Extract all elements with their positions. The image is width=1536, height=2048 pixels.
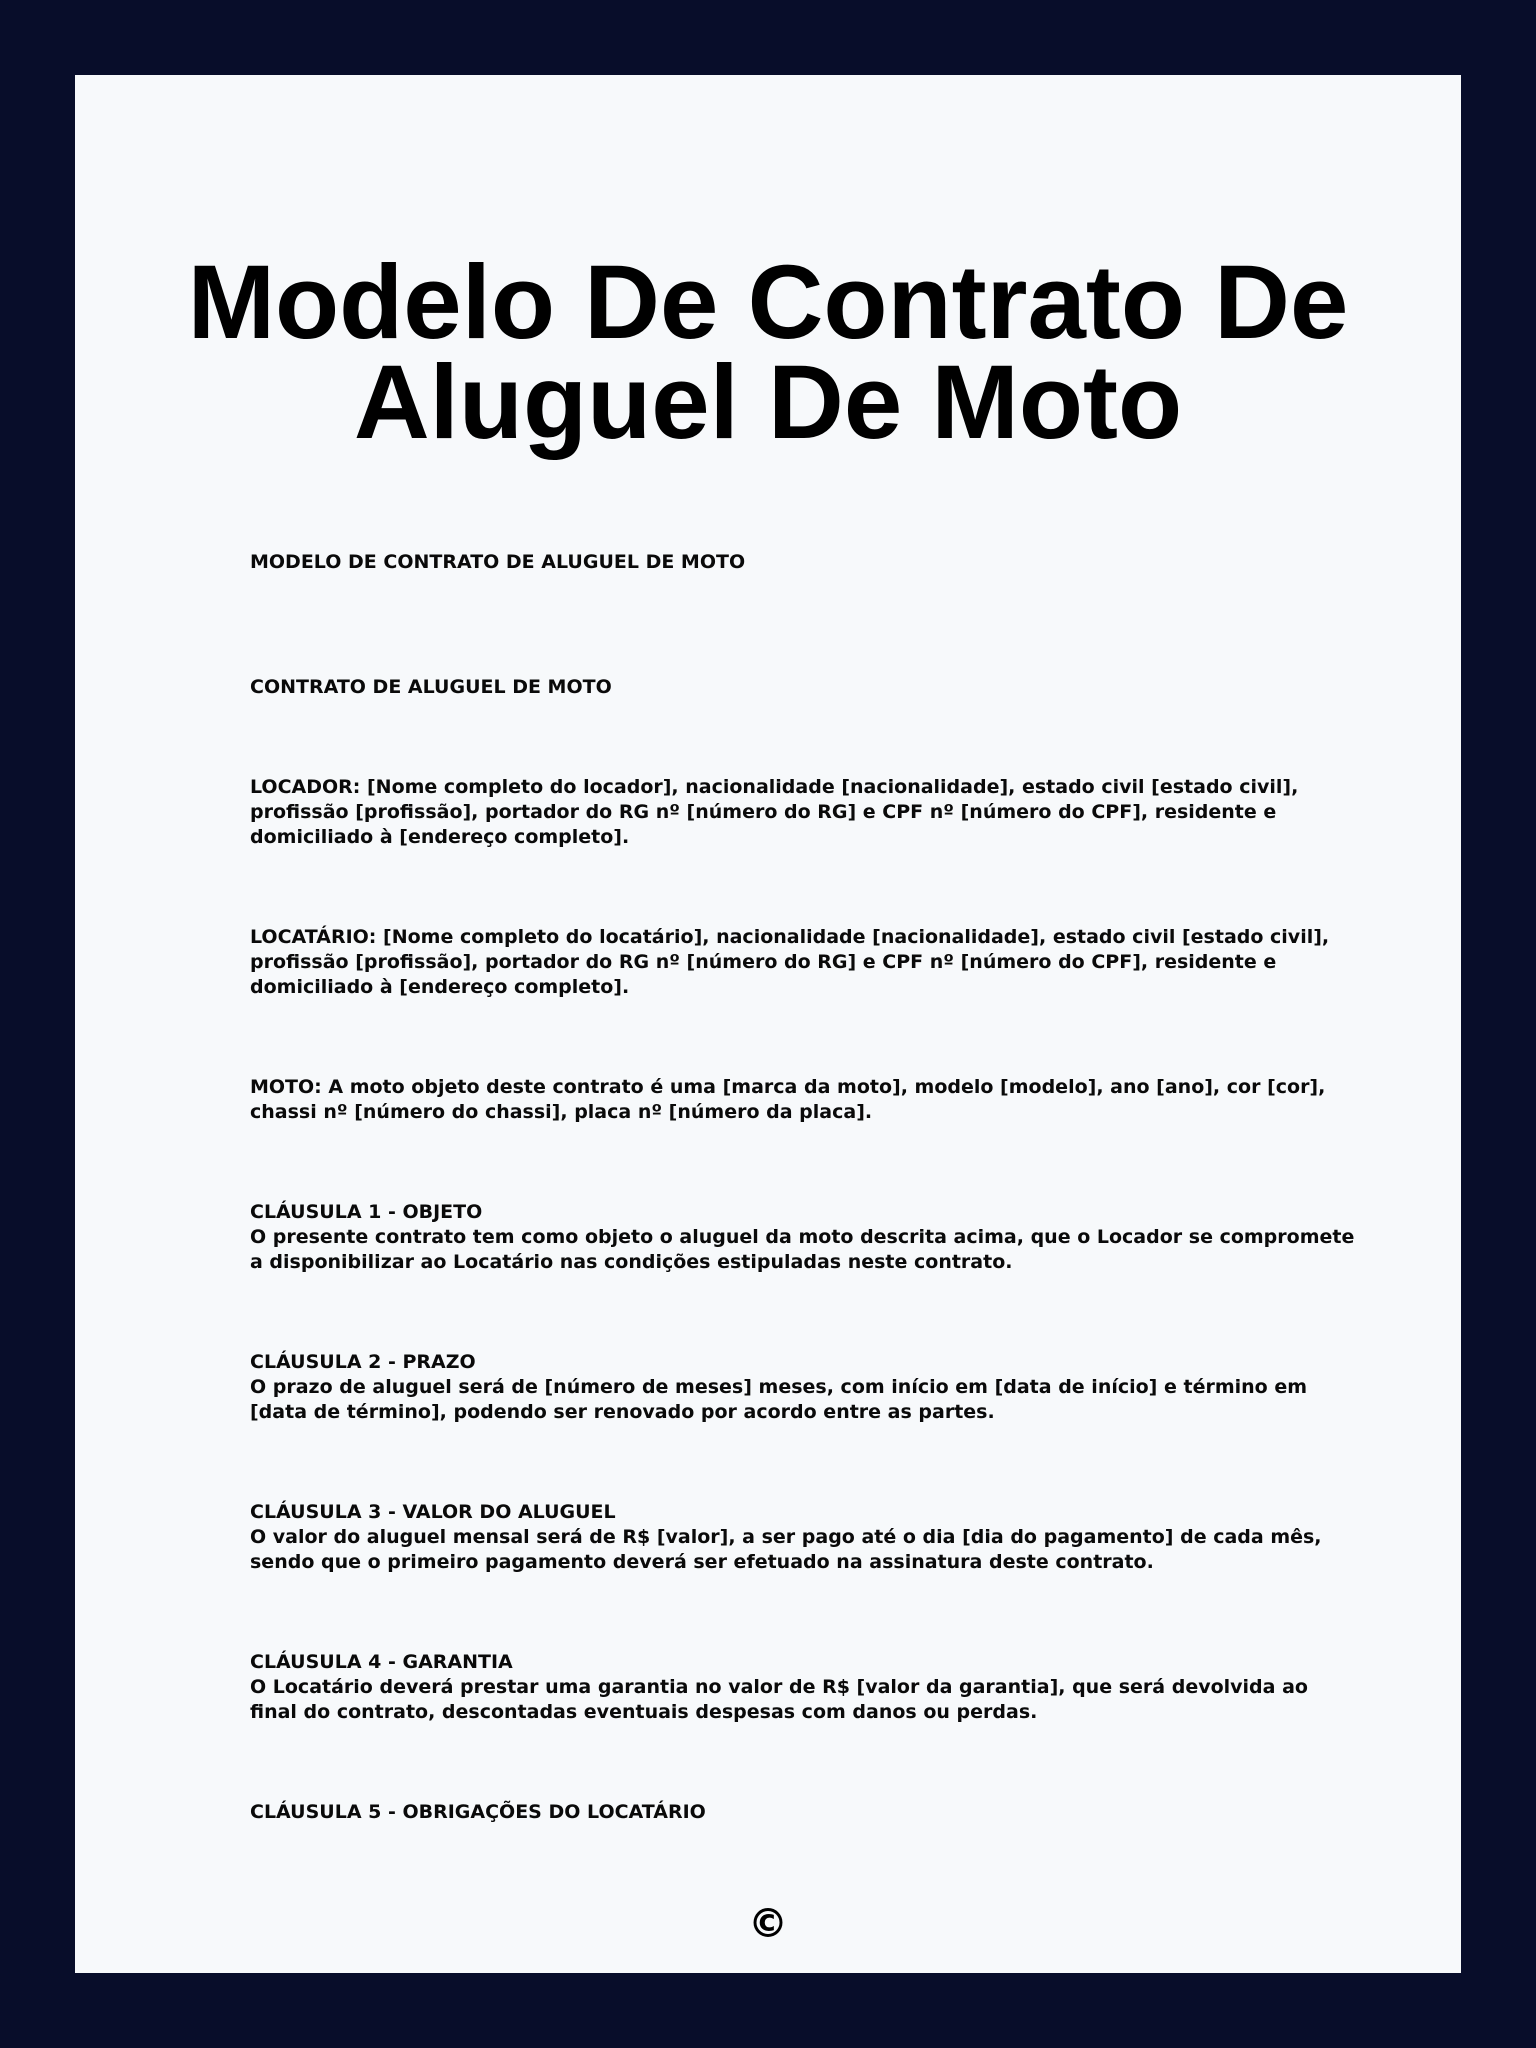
moto-paragraph: MOTO: A moto objeto deste contrato é uma [marca da moto], modelo [modelo], ano [ano], cor [cor], chassi nº [número do chassi], placa nº [número da placa]. (250, 1076, 1326, 1123)
clause-text: O Locatário deverá prestar uma garantia no valor de R$ [valor da garantia], que será devolvida ao final do contrato, descontadas eventuais despesas com danos ou perdas. (250, 1676, 1308, 1723)
clause-heading: CLÁUSULA 3 - VALOR DO ALUGUEL (250, 1501, 616, 1523)
locatario-paragraph: LOCATÁRIO: [Nome completo do locatário], nacionalidade [nacionalidade], estado civil [estado civil], profissão [profissão], portador do RG nº [número do RG] e CPF nº [número do CPF], residente e domiciliado à [endereço completo]. (250, 926, 1330, 998)
document-title-line-2: Aluguel De Moto (353, 344, 1183, 461)
clause-text: O prazo de aluguel será de [número de meses] meses, com início em [data de início] e término em [data de término], podendo ser renovado por acordo entre as partes. (250, 1376, 1308, 1423)
clause-text: O valor do aluguel mensal será de R$ [valor], a ser pago até o dia [dia do pagamento] de cada mês, sendo que o primeiro pagamento deverá ser efetuado na assinatura deste contrato. (250, 1526, 1322, 1573)
clause-2 (250, 1350, 1360, 1425)
clause-5 (250, 1800, 1360, 1825)
clause-heading: CLÁUSULA 2 - PRAZO (250, 1351, 476, 1373)
locador-paragraph: LOCADOR: [Nome completo do locador], nacionalidade [nacionalidade], estado civil [estado civil], profissão [profissão], portador do RG nº [número do RG] e CPF nº [número do CPF], residente e domiciliado à [endereço completo]. (250, 776, 1299, 848)
clause-text: O presente contrato tem como objeto o aluguel da moto descrita acima, que o Locador se compromete a disponibilizar ao Locatário nas condições estipuladas neste contrato. (250, 1226, 1355, 1273)
copyright-icon: © (748, 1901, 788, 1947)
document-page (75, 75, 1461, 1973)
document-title (75, 244, 1461, 461)
section-heading-model: MODELO DE CONTRATO DE ALUGUEL DE MOTO (250, 551, 746, 573)
clause-3 (250, 1500, 1360, 1575)
clause-1 (250, 1200, 1360, 1275)
clause-heading: CLÁUSULA 1 - OBJETO (250, 1201, 483, 1223)
section-heading-contract: CONTRATO DE ALUGUEL DE MOTO (250, 676, 612, 698)
document-title-line-1: Modelo De Contrato De (187, 244, 1349, 361)
clause-heading: CLÁUSULA 4 - GARANTIA (250, 1651, 513, 1673)
clause-heading: CLÁUSULA 5 - OBRIGAÇÕES DO LOCATÁRIO (250, 1801, 706, 1823)
clause-4 (250, 1650, 1360, 1725)
